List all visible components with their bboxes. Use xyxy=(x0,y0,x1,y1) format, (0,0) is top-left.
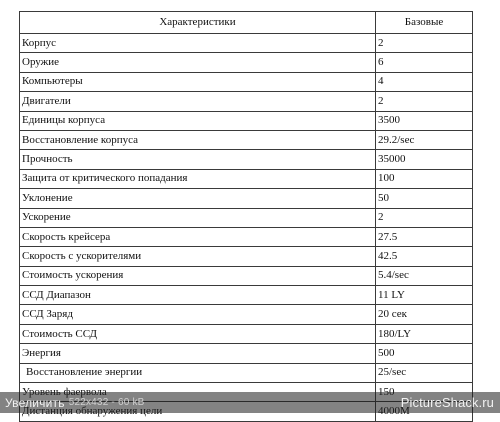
row-value: 100 xyxy=(376,169,473,188)
row-label: Ускорение xyxy=(20,208,376,227)
table-row xyxy=(20,324,473,343)
row-value: 25/sec xyxy=(376,363,473,382)
table-row xyxy=(20,130,473,149)
table-row xyxy=(20,34,473,53)
header-base: Базовые xyxy=(376,12,473,34)
row-value: 6 xyxy=(376,53,473,72)
row-label: Единицы корпуса xyxy=(20,111,376,130)
row-label: Стоимость ускорения xyxy=(20,266,376,285)
row-label: Скорость крейсера xyxy=(20,227,376,246)
table-row xyxy=(20,169,473,188)
row-value: 20 сек xyxy=(376,305,473,324)
table-row xyxy=(20,150,473,169)
header-characteristics: Характеристики xyxy=(20,12,376,34)
row-value: 27.5 xyxy=(376,227,473,246)
table-row xyxy=(20,344,473,363)
image-meta: 522x432 - 60 kB xyxy=(68,397,145,408)
row-label: Восстановление корпуса xyxy=(20,130,376,149)
row-label: Защита от критического попадания xyxy=(20,169,376,188)
row-value: 2 xyxy=(376,208,473,227)
table-row xyxy=(20,72,473,91)
row-value: 2 xyxy=(376,34,473,53)
table-row xyxy=(20,266,473,285)
table-row xyxy=(20,305,473,324)
table-row xyxy=(20,189,473,208)
row-value: 500 xyxy=(376,344,473,363)
image-host-watermark-bar xyxy=(0,392,500,413)
row-label: Уклонение xyxy=(20,189,376,208)
row-value: 50 xyxy=(376,189,473,208)
table-row xyxy=(20,247,473,266)
row-value: 180/LY xyxy=(376,324,473,343)
row-label: Двигатели xyxy=(20,92,376,111)
header-row xyxy=(20,12,473,34)
row-value: 5.4/sec xyxy=(376,266,473,285)
row-value: 2 xyxy=(376,92,473,111)
table-row xyxy=(20,286,473,305)
row-label: Корпус xyxy=(20,34,376,53)
row-label: Компьютеры xyxy=(20,72,376,91)
row-label: ССД Диапазон xyxy=(20,286,376,305)
zoom-info[interactable] xyxy=(5,396,145,410)
table-row xyxy=(20,363,473,382)
row-value: 3500 xyxy=(376,111,473,130)
row-label: Восстановление энергии xyxy=(20,363,376,382)
table-row xyxy=(20,92,473,111)
row-value: 29.2/sec xyxy=(376,130,473,149)
row-label: ССД Заряд xyxy=(20,305,376,324)
row-label: Стоимость ССД xyxy=(20,324,376,343)
characteristics-table xyxy=(19,11,473,422)
site-name[interactable]: PictureShack.ru xyxy=(400,395,494,410)
row-label: Прочность xyxy=(20,150,376,169)
zoom-link[interactable]: Увеличить xyxy=(5,395,65,410)
row-label: Оружие xyxy=(20,53,376,72)
table-row xyxy=(20,208,473,227)
table-row xyxy=(20,227,473,246)
row-value: 4 xyxy=(376,72,473,91)
row-value: 35000 xyxy=(376,150,473,169)
row-value: 42.5 xyxy=(376,247,473,266)
row-value: 11 LY xyxy=(376,286,473,305)
row-label: Скорость с ускорителями xyxy=(20,247,376,266)
table-row xyxy=(20,53,473,72)
row-label: Энергия xyxy=(20,344,376,363)
table-row xyxy=(20,111,473,130)
